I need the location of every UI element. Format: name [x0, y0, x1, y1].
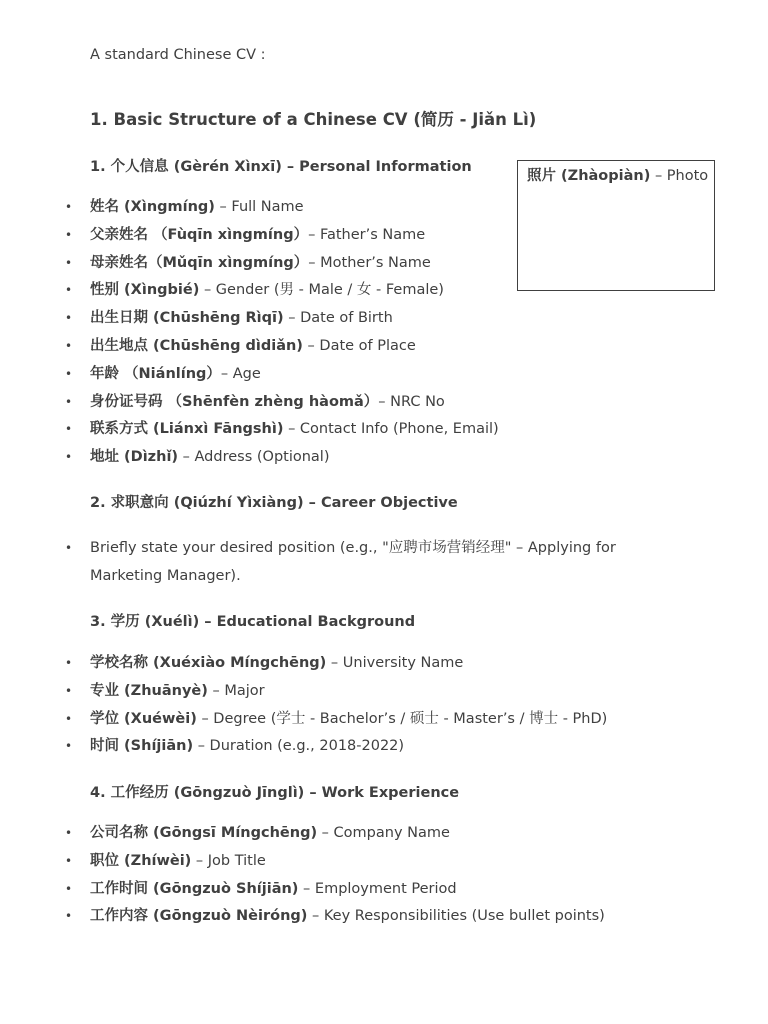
- education-list: [0, 650, 700, 761]
- item-desc: – Date of Birth: [283, 310, 393, 327]
- item-term: 公司名称 (Gōngsī Míngchēng): [90, 825, 318, 841]
- list-item: [0, 305, 700, 333]
- item-desc: – Major: [207, 682, 265, 699]
- list-item: [0, 650, 700, 678]
- item-term: 地址 (Dìzhǐ): [90, 449, 179, 466]
- item-desc: – Address (Optional): [178, 449, 330, 466]
- photo-term: 照片 (Zhàopiàn): [527, 168, 651, 184]
- item-desc: – Job Title: [191, 852, 266, 869]
- list-item: [0, 733, 700, 761]
- item-term: 专业 (Zhuānyè): [90, 682, 208, 699]
- item-term: 工作内容 (Gōngzuò Nèiróng): [90, 908, 308, 925]
- item-desc: – Age: [220, 365, 261, 382]
- list-item: [0, 444, 700, 472]
- item-desc: – Key Responsibilities (Use bullet points): [307, 908, 605, 925]
- item-term: 年龄 （Niánlíng）: [90, 365, 221, 382]
- item-desc: – Degree (学士 - Bachelor’s / 硕士 - Master’s / 博士 - PhD): [196, 710, 608, 727]
- item-term: 职位 (Zhíwèi): [90, 852, 192, 869]
- item-term: 出生日期 (Chūshēng Rìqī): [90, 310, 284, 327]
- item-desc: – Mother’s Name: [308, 254, 431, 271]
- list-item: [0, 333, 700, 361]
- item-term: 联系方式 (Liánxì Fāngshì): [90, 421, 284, 438]
- item-term: 出生地点 (Chūshēng dìdiǎn): [90, 337, 303, 354]
- item-desc: – Full Name: [214, 199, 304, 215]
- photo-desc: – Photo: [650, 168, 709, 184]
- list-item: [0, 706, 700, 734]
- item-desc: – Father’s Name: [308, 226, 426, 243]
- photo-placeholder-box: [517, 160, 715, 291]
- item-desc: – Duration (e.g., 2018-2022): [193, 738, 405, 755]
- list-item: [0, 416, 700, 444]
- list-item: [0, 848, 700, 876]
- item-desc: – Date of Place: [302, 337, 416, 354]
- work-experience-list: [0, 820, 700, 931]
- item-desc: – Gender (男 - Male / 女 - Female): [199, 282, 444, 299]
- list-item: [0, 361, 700, 389]
- item-term: 时间 (Shíjiān): [90, 738, 194, 755]
- item-desc: – Company Name: [317, 825, 450, 841]
- intro-text: A standard Chinese CV :: [90, 47, 266, 63]
- section-heading-work-experience: 4. 工作经历 (Gōngzuò Jīnglì) – Work Experience: [90, 785, 460, 801]
- list-item: [0, 903, 700, 931]
- item-desc: – University Name: [326, 655, 464, 671]
- item-term: 身份证号码 （Shēnfèn zhèng hàomǎ）: [90, 393, 379, 410]
- item-term: 学校名称 (Xuéxiào Míngchēng): [90, 655, 327, 671]
- item-desc: – Employment Period: [298, 880, 457, 897]
- section-heading-career-objective: 2. 求职意向 (Qiúzhí Yìxiàng) – Career Objective: [90, 495, 458, 511]
- career-objective-list: [0, 535, 700, 591]
- section-heading-personal-info: 1. 个人信息 (Gèrén Xìnxī) – Personal Information: [90, 159, 472, 175]
- item-term: 性别 (Xìngbié): [90, 282, 200, 299]
- item-term: 父亲姓名 （Fùqīn xìngmíng）: [90, 226, 309, 243]
- item-term: 学位 (Xuéwèi): [90, 710, 197, 727]
- section-heading-education: 3. 学历 (Xuélì) – Educational Background: [90, 614, 416, 630]
- main-heading: 1. Basic Structure of a Chinese CV (简历 - Jiǎn Lì): [90, 110, 537, 129]
- list-item: [0, 389, 700, 417]
- item-term: 姓名 (Xìngmíng): [90, 199, 215, 215]
- list-item: [0, 820, 700, 848]
- list-item: [0, 535, 680, 591]
- item-desc: – NRC No: [378, 393, 445, 410]
- item-desc: Briefly state your desired position (e.g., "应聘市场营销经理" – Applying for Marketing Manager).: [90, 540, 616, 584]
- item-term: 工作时间 (Gōngzuò Shíjiān): [90, 880, 299, 897]
- list-item: [0, 876, 700, 904]
- item-desc: – Contact Info (Phone, Email): [283, 421, 499, 438]
- list-item: [0, 678, 700, 706]
- item-term: 母亲姓名（Mǔqīn xìngmíng）: [90, 254, 309, 271]
